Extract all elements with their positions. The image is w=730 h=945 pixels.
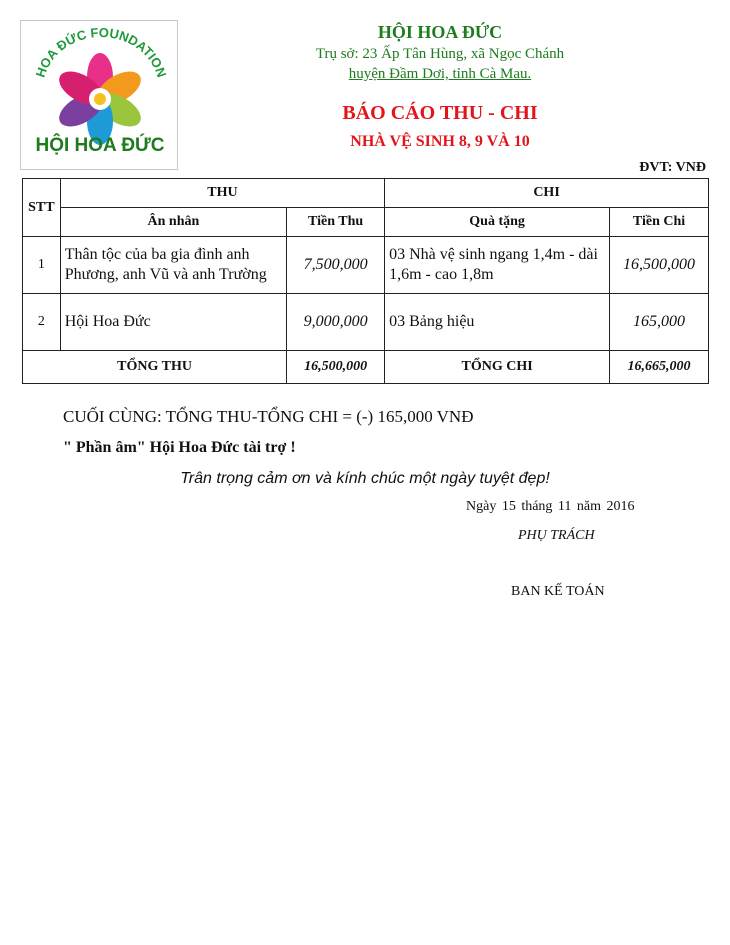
row-expense: 16,500,000	[610, 237, 709, 294]
header-income: Tiền Thu	[287, 208, 385, 237]
sponsor-note: " Phần âm" Hội Hoa Đức tài trợ !	[63, 439, 296, 456]
org-address-line1: Trụ sở: 23 Ấp Tân Hùng, xã Ngọc Chánh	[315, 46, 565, 62]
final-summary: CUỐI CÙNG: TỔNG THU-TỔNG CHI = (-) 165,000 VNĐ	[63, 407, 474, 426]
signature-department: BAN KẾ TOÁN	[511, 584, 605, 599]
logo-name: HỘI HOA ĐỨC	[35, 135, 165, 156]
income-expense-table	[22, 178, 709, 384]
currency-unit: ĐVT: VNĐ	[639, 160, 706, 175]
org-address-line2-text: huyện Đầm Dơi, tỉnh Cà Mau.	[348, 66, 532, 82]
total-income-value: 16,500,000	[287, 351, 385, 384]
table-row	[23, 294, 709, 351]
total-income-label: TỔNG THU	[23, 351, 287, 384]
thanks-message: Trân trọng cảm ơn và kính chúc một ngày tuyệt đẹp!	[180, 470, 550, 487]
header-donor: Ân nhân	[60, 208, 286, 237]
signature-role: PHỤ TRÁCH	[518, 528, 595, 543]
total-expense-value: 16,665,000	[610, 351, 709, 384]
row-income: 7,500,000	[287, 237, 385, 294]
row-expense: 165,000	[610, 294, 709, 351]
row-stt: 2	[23, 294, 61, 351]
report-date: Ngày 15 tháng 11 năm 2016	[466, 499, 635, 514]
row-income: 9,000,000	[287, 294, 385, 351]
row-gift: 03 Bảng hiệu	[385, 294, 610, 351]
header-chi: CHI	[385, 179, 709, 208]
header-stt: STT	[23, 179, 61, 237]
foundation-logo	[20, 20, 178, 170]
row-stt: 1	[23, 237, 61, 294]
row-gift: 03 Nhà vệ sinh ngang 1,4m - dài 1,6m - cao 1,8m	[385, 237, 610, 294]
table-row	[23, 237, 709, 294]
header-gift: Quà tặng	[385, 208, 610, 237]
header-thu: THU	[60, 179, 384, 208]
header-expense: Tiền Chi	[610, 208, 709, 237]
org-name: HỘI HOA ĐỨC	[377, 22, 503, 42]
row-donor: Thân tộc của ba gia đình anh Phương, anh Vũ và anh Trường	[60, 237, 286, 294]
org-address-line2	[240, 66, 640, 83]
report-title: BÁO CÁO THU - CHI	[342, 102, 538, 124]
report-subtitle: NHÀ VỆ SINH 8, 9 VÀ 10	[350, 133, 530, 150]
row-donor: Hội Hoa Đức	[60, 294, 286, 351]
total-row	[23, 351, 709, 384]
total-expense-label: TỔNG CHI	[385, 351, 610, 384]
logo-arc-text: HOA ĐỨC FOUNDATION	[32, 24, 170, 80]
